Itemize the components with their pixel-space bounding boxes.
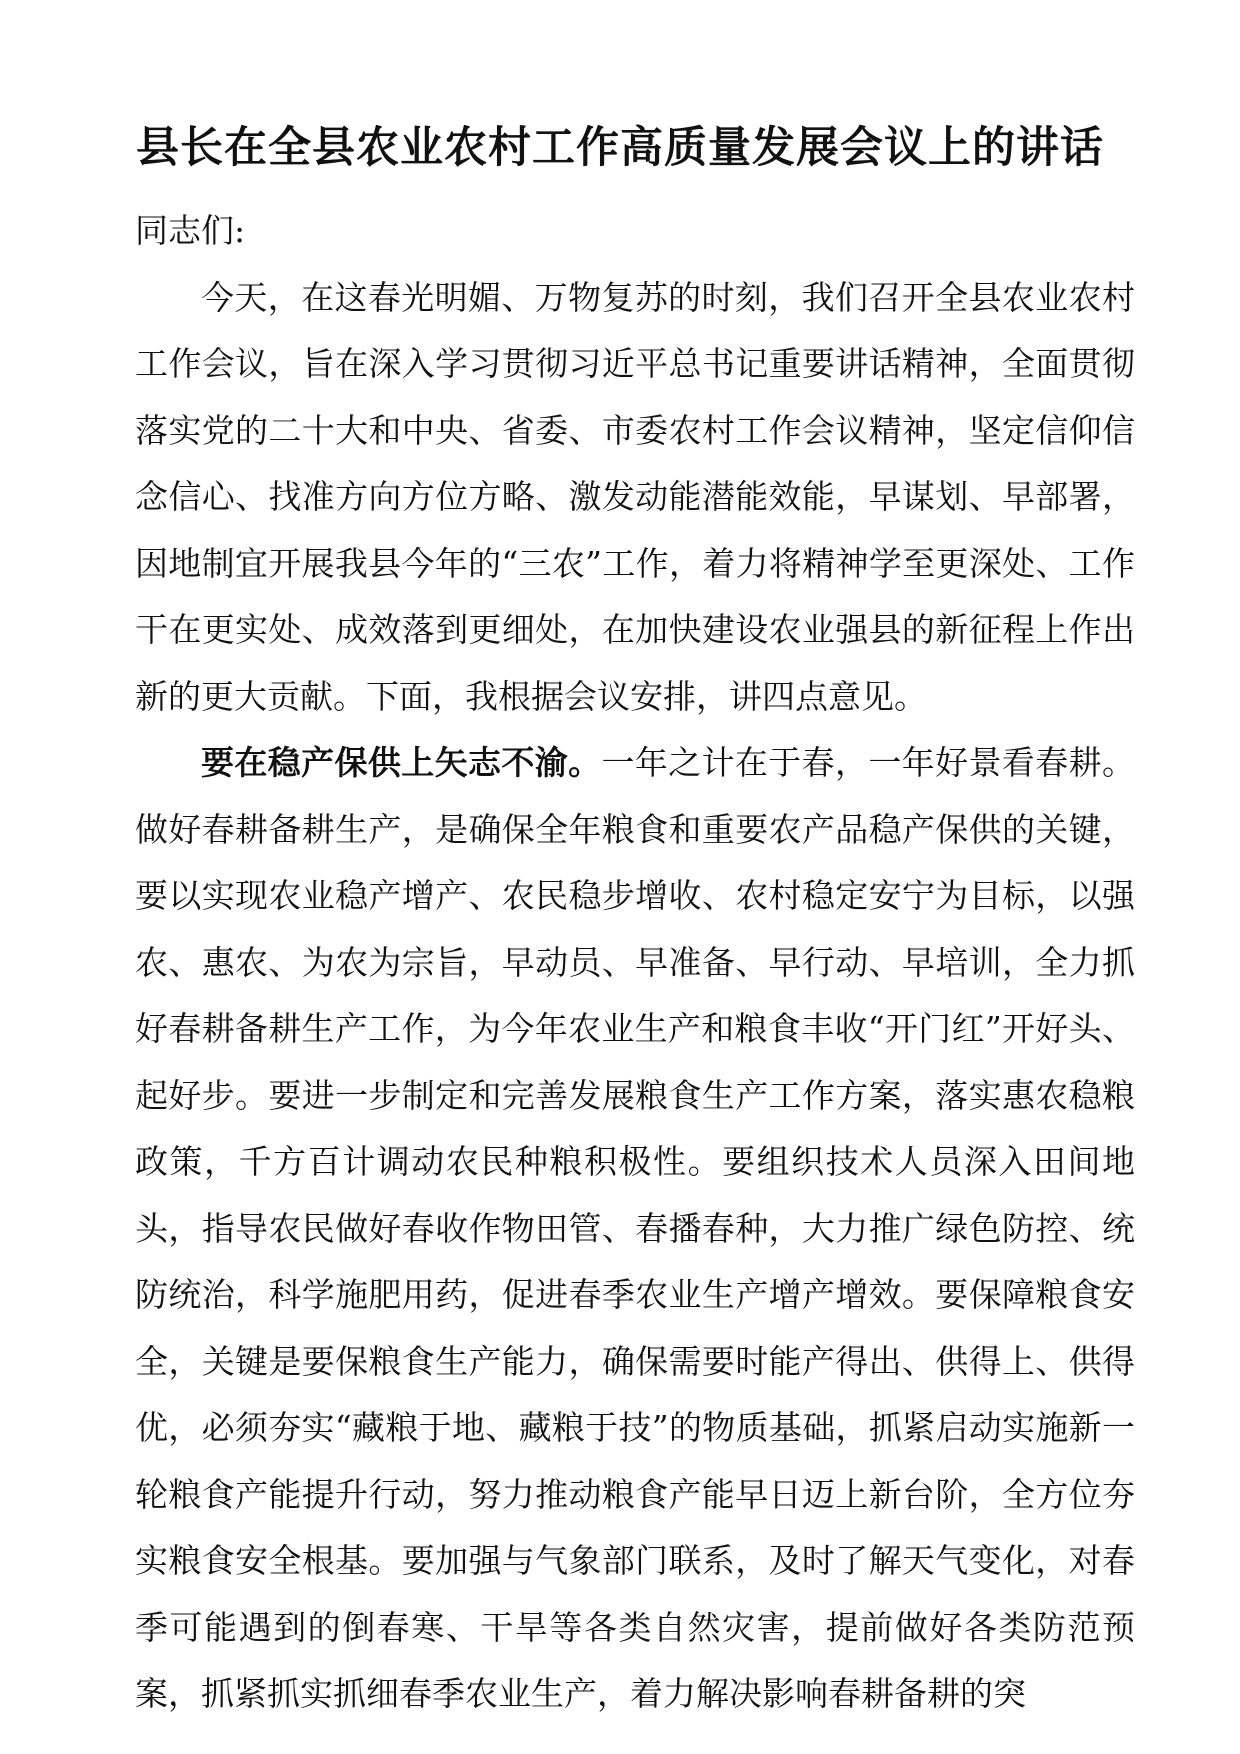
salutation: 同志们: <box>135 211 246 250</box>
paragraph-intro <box>135 265 1135 731</box>
paragraph-text: 一年之计在于春，一年好景看春耕。做好春耕备耕生产，是确保全年粮食和重要农产品稳产保供的关键，要以实现农业稳产增产、农民稳步增收、农村稳定安宁为目标，以强农、惠农、为农为宗旨，早动员、早准备、早行动、早培训，全力抓好春耕备耕生产工作，为今年农业生产和粮食丰收“开门红”开好头、起好步。要进一步制定和完善发展粮食生产工作方案，落实惠农稳粮政策，千方百计调动农民种粮积极性。要组织技术人员深入田间地头，指导农民做好春收作物田管、春播春种，大力推广绿色防控、统防统治，科学施肥用药，促进春季农业生产增产增效。要保障粮食安全，关键是要保粮食生产能力，确保需要时能产得出、供得上、供得优，必须夯实“藏粮于地、藏粮于技”的物质基础，抓紧启动实施新一轮粮食产能提升行动，努力推动粮食产能早日迈上新台阶，全方位夯实粮食安全根基。要加强与气象部门联系，及时了解天气变化，对春季可能遇到的倒春寒、干旱等各类自然灾害，提前做好各类防范预案，抓紧抓实抓细春季农业生产，着力解决影响春耕备耕的突 <box>135 743 1136 1713</box>
paragraph-text: 今天，在这春光明媚、万物复苏的时刻，我们召开全县农业农村工作会议，旨在深入学习贯彻习近平总书记重要讲话精神，全面贯彻落实党的二十大和中央、省委、市委农村工作会议精神，坚定信仰信念信心、找准方向方位方略、激发动能潜能效能，早谋划、早部署，因地制宜开展我县今年的“三农”工作，着力将精神学至更深处、工作干在更实处、成效落到更细处，在加快建设农业强县的新征程上作出新的更大贡献。下面，我根据会议安排，讲四点意见。 <box>135 277 1135 716</box>
document-body <box>135 198 1135 1728</box>
document-title: 县长在全县农业农村工作高质量发展会议上的讲话 <box>136 123 1104 173</box>
paragraph-lead-heading: 要在稳产保供上矢志不渝。 <box>201 743 602 782</box>
paragraph-stable-production <box>135 730 1135 1728</box>
